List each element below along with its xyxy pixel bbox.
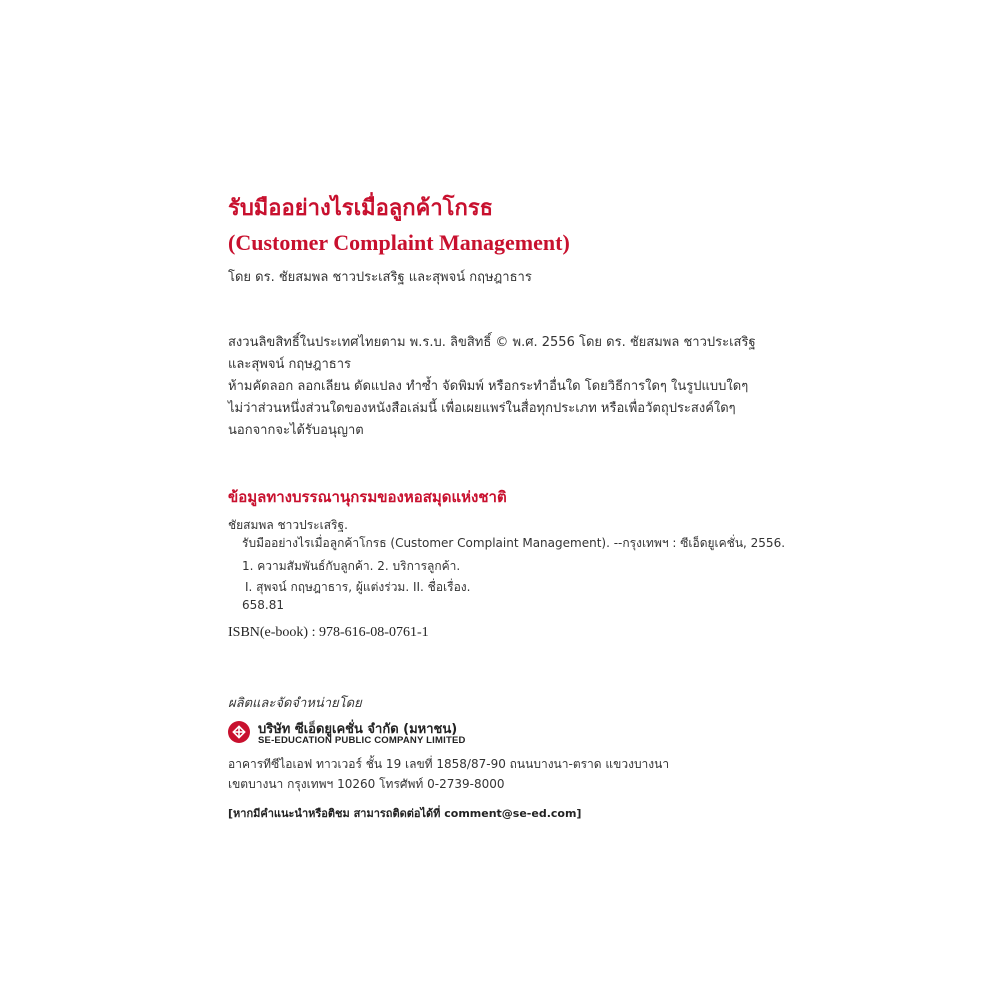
se-ed-logo-icon [228,721,250,743]
cip-classification: 658.81 [242,598,284,612]
address-line: เขตบางนา กรุงเทพฯ 10260 โทรศัพท์ 0-2739-8000 [228,777,505,791]
contact-note: [หากมีคำแนะนำหรือติชม สามารถติดต่อได้ที่ comment@se-ed.com] [228,807,582,820]
book-title-english: (Customer Complaint Management) [228,230,570,255]
cip-added-entries: I. สุพจน์ กฤษฎาธาร, ผู้แต่งร่วม. II. ชื่อเรื่อง. [245,580,471,594]
book-title-thai: รับมืออย่างไรเมื่อลูกค้าโกรธ [228,195,494,221]
author-byline: โดย ดร. ชัยสมพล ชาวประเสริฐ และสุพจน์ กฤษฎาธาร [228,270,532,285]
publisher-name-thai: บริษัท ซีเอ็ดยูเคชั่น จำกัด (มหาชน) [258,722,458,737]
address-line: อาคารทีซีไอเอฟ ทาวเวอร์ ชั้น 19 เลขที่ 1858/87-90 ถนนบางนา-ตราด แขวงบางนา [228,757,670,771]
copyright-line: สงวนลิขสิทธิ์ในประเทศไทยตาม พ.ร.บ. ลิขสิทธิ์ © พ.ศ. 2556 โดย ดร. ชัยสมพล ชาวประเสริฐ [228,335,756,350]
cip-title-line: รับมืออย่างไรเมื่อลูกค้าโกรธ (Customer Complaint Management). --กรุงเทพฯ : ซีเอ็ดยูเคชั่น, 2556. [242,536,786,550]
produced-by-label: ผลิตและจัดจำหน่ายโดย [228,696,362,711]
copyright-line: และสุพจน์ กฤษฎาธาร [228,357,352,372]
cip-author: ชัยสมพล ชาวประเสริฐ. [228,518,348,532]
copyright-line: ไม่ว่าส่วนหนึ่งส่วนใดของหนังสือเล่มนี้ เพื่อเผยแพร่ในสื่อทุกประเภท หรือเพื่อวัตถุประสงค์ใดๆ [228,401,736,416]
cip-heading: ข้อมูลทางบรรณานุกรมของหอสมุดแห่งชาติ [228,488,507,506]
copyright-line: นอกจากจะได้รับอนุญาต [228,423,364,438]
cip-subjects: 1. ความสัมพันธ์กับลูกค้า. 2. บริการลูกค้า. [242,559,461,573]
copyright-line: ห้ามคัดลอก ลอกเลียน ดัดแปลง ทำซ้ำ จัดพิมพ์ หรือกระทำอื่นใด โดยวิธีการใดๆ ในรูปแบบใดๆ [228,379,749,394]
publisher-address [228,754,669,794]
publisher-name-english: SE-EDUCATION PUBLIC COMPANY LIMITED [258,735,466,746]
isbn: ISBN(e-book) : 978-616-08-0761-1 [228,625,429,640]
copyright-notice [228,332,756,442]
